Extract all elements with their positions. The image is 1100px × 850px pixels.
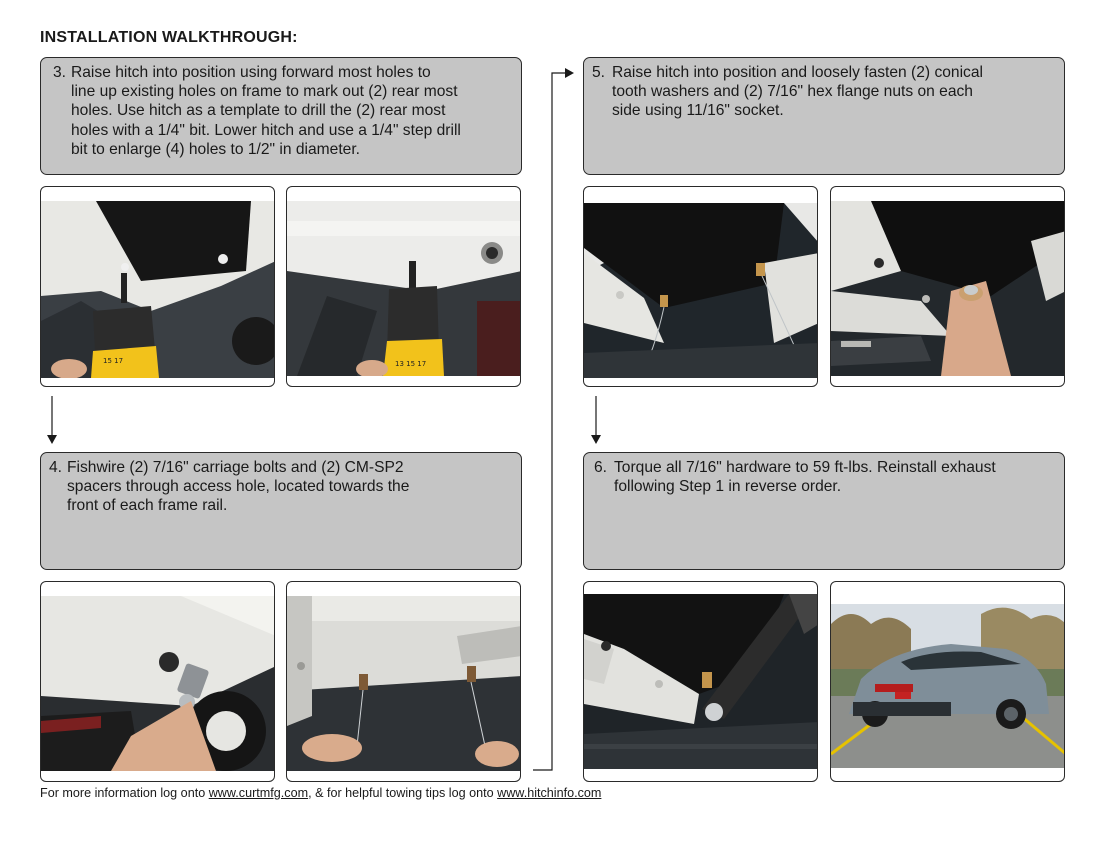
page-title: INSTALLATION WALKTHROUGH: xyxy=(40,29,298,46)
finished-car-image xyxy=(831,604,1065,768)
photo-step5-fasten-nut xyxy=(830,186,1065,387)
arrow-down-icon xyxy=(47,396,57,444)
drill-under-frame-image xyxy=(41,201,275,378)
step-6-box xyxy=(583,452,1065,570)
photo-step5-hitch-raised xyxy=(583,186,818,387)
photo-step3-drill-hitch xyxy=(40,186,275,387)
step-4-text: Fishwire (2) 7/16" carriage bolts and (2) CM-SP2 spacers through access hole, located towards the front of each frame rail. xyxy=(67,459,410,515)
fishwire-bolts-image xyxy=(287,596,521,771)
photo-step4-carriage-bolt xyxy=(40,581,275,782)
step-5-number: 5. xyxy=(592,64,606,81)
footer-text xyxy=(40,786,601,800)
step-4-box xyxy=(40,452,522,570)
step-6-number: 6. xyxy=(594,459,608,476)
arrow-right-icon xyxy=(533,68,574,770)
photo-step3-drill-frame xyxy=(286,186,521,387)
torque-wrench-image xyxy=(584,594,818,769)
footer-prefix: For more information log onto xyxy=(40,786,209,800)
step-3-box xyxy=(40,57,522,175)
svg-text:15 17: 15 17 xyxy=(103,357,124,365)
photo-step6-finished-car xyxy=(830,581,1065,782)
photo-step4-fishwire xyxy=(286,581,521,782)
step-3-text: Raise hitch into position using forward most holes to line up existing holes on frame to mark out (2) rear most holes. Use hitch as a template to drill the (2) rear most holes with a 1/4" bit. Lower hitch and use a 1/4" step drill bit to enlarge (4) holes to 1/2" in diameter. xyxy=(71,64,461,158)
carriage-bolt-image xyxy=(41,596,275,771)
photo-step6-torque xyxy=(583,581,818,782)
step-5-box xyxy=(583,57,1065,175)
fasten-nut-image xyxy=(831,201,1065,376)
hitchinfo-link[interactable]: www.hitchinfo.com xyxy=(497,786,602,800)
curtmfg-link[interactable]: www.curtmfg.com xyxy=(208,786,309,800)
hitch-raised-image xyxy=(584,203,818,378)
step-5-text: Raise hitch into position and loosely fasten (2) conical tooth washers and (2) 7/16" hex flange nuts on each side using 11/16" socket. xyxy=(612,64,983,120)
svg-text:13 15 17: 13 15 17 xyxy=(395,360,427,368)
footer-middle: , & for helpful towing tips log onto xyxy=(308,786,498,800)
arrow-down-icon xyxy=(591,396,601,444)
step-4-number: 4. xyxy=(49,459,63,476)
step-3-number: 3. xyxy=(53,64,67,81)
step-6-text: Torque all 7/16" hardware to 59 ft-lbs. Reinstall exhaust following Step 1 in reverse order. xyxy=(614,459,996,496)
drill-into-frame-image xyxy=(287,201,521,376)
